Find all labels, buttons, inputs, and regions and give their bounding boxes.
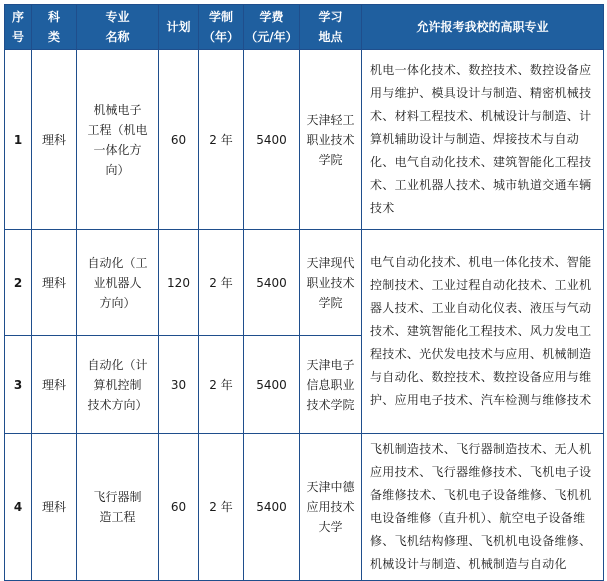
- header-allowed-majors: 允许报考我校的高职专业: [362, 5, 604, 50]
- header-plan: 计划: [159, 5, 199, 50]
- row-category: 理科: [32, 50, 77, 230]
- row-tuition: 5400: [244, 336, 300, 434]
- row-category: 理科: [32, 230, 77, 336]
- row-plan: 60: [159, 50, 199, 230]
- row-tuition: 5400: [244, 50, 300, 230]
- row-duration: 2 年: [199, 50, 244, 230]
- header-tuition: 学费 （元/年）: [244, 5, 300, 50]
- row-duration: 2 年: [199, 336, 244, 434]
- header-duration: 学制 （年）: [199, 5, 244, 50]
- row-duration: 2 年: [199, 434, 244, 581]
- row-tuition: 5400: [244, 434, 300, 581]
- table-row: [5, 50, 604, 230]
- row-category: 理科: [32, 336, 77, 434]
- row-category: 理科: [32, 434, 77, 581]
- header-seq: 序 号: [5, 5, 32, 50]
- row-plan: 60: [159, 434, 199, 581]
- admission-plan-table: [4, 4, 604, 581]
- row-allowed-majors: 飞机制造技术、飞行器制造技术、无人机应用技术、飞行器维修技术、飞机电子设备维修技术、飞机电子设备维修、飞机机电设备维修（直升机）、航空电子设备维修、飞机结构修理、飞机机电设备维修、机械设计与制造、机械制造与自动化: [362, 434, 604, 581]
- row-seq: 4: [5, 434, 32, 581]
- row-allowed-majors: 机电一体化技术、数控技术、数控设备应用与维护、模具设计与制造、精密机械技术、材料工程技术、机械设计与制造、计算机辅助设计与制造、焊接技术与自动化、电气自动化技术、建筑智能化工程技术、工业机器人技术、城市轨道交通车辆技术: [362, 50, 604, 230]
- row-location: 天津电子 信息职业 技术学院: [300, 336, 362, 434]
- row-location: 天津现代 职业技术 学院: [300, 230, 362, 336]
- row-major: 机械电子 工程（机电 一体化方 向）: [77, 50, 159, 230]
- table-row: [5, 230, 604, 336]
- header-major: 专业 名称: [77, 5, 159, 50]
- row-location: 天津中德 应用技术 大学: [300, 434, 362, 581]
- row-location: 天津轻工 职业技术 学院: [300, 50, 362, 230]
- row-plan: 120: [159, 230, 199, 336]
- row-duration: 2 年: [199, 230, 244, 336]
- row-seq: 2: [5, 230, 32, 336]
- row-seq: 1: [5, 50, 32, 230]
- header-category: 科 类: [32, 5, 77, 50]
- row-major: 自动化（计 算机控制 技术方向）: [77, 336, 159, 434]
- header-location: 学习 地点: [300, 5, 362, 50]
- table-row: [5, 434, 604, 581]
- rows-2-3-allowed-majors: 电气自动化技术、机电一体化技术、智能控制技术、工业过程自动化技术、工业机器人技术、工业自动化仪表、液压与气动技术、建筑智能化工程技术、风力发电工程技术、光伏发电技术与应用、机械制造与自动化、数控技术、数控设备应用与维护、应用电子技术、汽车检测与维修技术: [362, 230, 604, 434]
- row-plan: 30: [159, 336, 199, 434]
- table-header-row: [5, 5, 604, 50]
- row-seq: 3: [5, 336, 32, 434]
- row-major: 飞行器制 造工程: [77, 434, 159, 581]
- row-major: 自动化（工 业机器人 方向）: [77, 230, 159, 336]
- row-tuition: 5400: [244, 230, 300, 336]
